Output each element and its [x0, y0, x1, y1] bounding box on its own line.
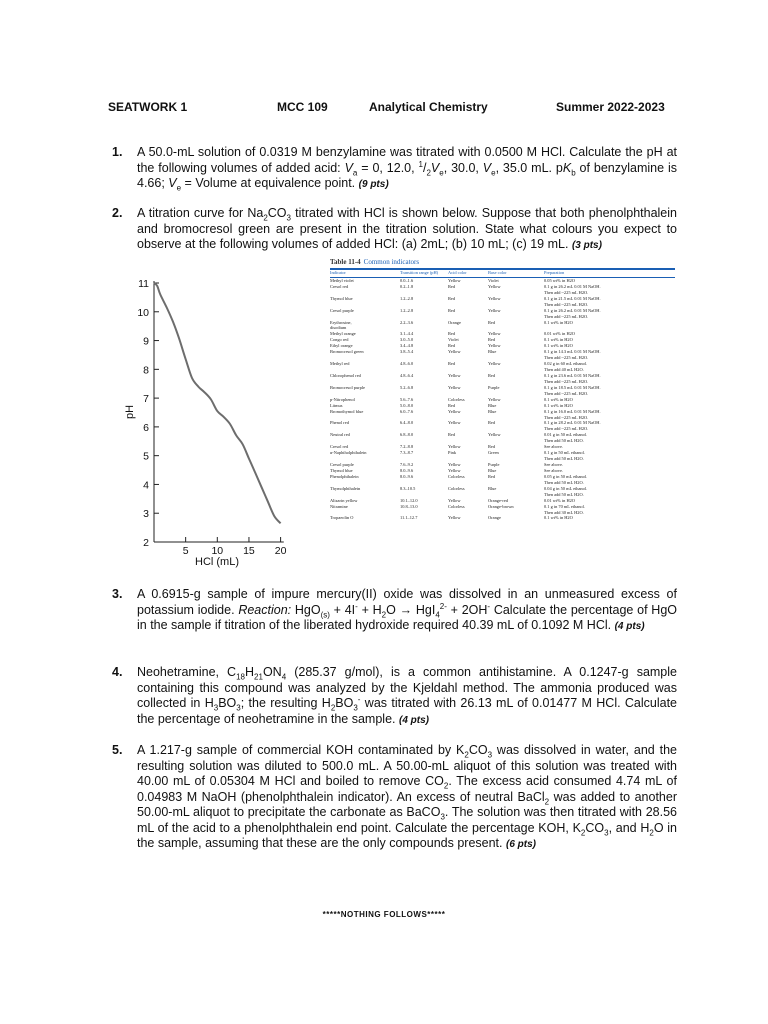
- table-cell: 0.1 g in 23.6 mL 0.01 M NaOH.: [544, 372, 601, 378]
- table-cell: 0.1 g in 26.2 mL 0.01 M NaOH.: [544, 307, 601, 313]
- table-cell: 0.1 wt% in H2O: [544, 396, 573, 402]
- table-cell: Red: [448, 295, 456, 301]
- table-cell: 5.6–7.6: [400, 396, 414, 402]
- table-cell: α-Naphtholphthalein: [330, 450, 367, 456]
- question-number: 1.: [112, 145, 123, 159]
- question-number: 2.: [112, 206, 123, 220]
- y-tick-label: 8: [143, 364, 149, 377]
- table-cell: 6.8–8.0: [400, 432, 414, 438]
- y-tick-label: 5: [143, 450, 149, 463]
- table-cell: Red: [448, 283, 456, 289]
- table-cell: Green: [488, 450, 499, 456]
- table-cell: 0.1 wt% in H2O: [544, 343, 573, 349]
- table-cell: 0.1 wt% in H2O: [544, 402, 573, 408]
- table-cell: Cresol purple: [330, 307, 354, 313]
- table-cell: 2.2–3.6: [400, 319, 414, 325]
- table-cell: Congo red: [330, 337, 349, 343]
- nothing-follows-footer: *****NOTHING FOLLOWS*****: [322, 910, 446, 919]
- table-cell: 8.3–10.5: [400, 485, 416, 491]
- y-tick-label: 6: [143, 421, 149, 434]
- column-header: Base color: [488, 271, 507, 275]
- table-caption: [330, 258, 675, 267]
- table-cell: 3.8–5.4: [400, 349, 414, 355]
- table-cell: Violet: [488, 277, 499, 283]
- table-cell: Yellow: [448, 384, 461, 390]
- seatwork-title: SEATWORK 1: [108, 100, 188, 114]
- table-cell: Red: [488, 319, 496, 325]
- question-5: [112, 743, 677, 868]
- table-cell: 1.2–2.8: [400, 295, 414, 301]
- table-cell: 7.6–9.2: [400, 462, 414, 467]
- x-tick-label: 10: [211, 545, 224, 557]
- question-3: [112, 587, 677, 649]
- question-1: [112, 145, 677, 193]
- table-cell: 0.01 wt% in H2O: [544, 497, 575, 503]
- table-cell: Blue: [488, 402, 497, 408]
- table-cell: 10.1–12.0: [400, 497, 418, 503]
- table-cell: 0.1 g in 21.5 mL 0.01 M NaOH.: [544, 295, 601, 301]
- table-cell: Yellow: [488, 343, 501, 349]
- table-cell: Yellow: [488, 396, 501, 402]
- table-cell: 0.1 wt% in H2O: [544, 515, 573, 521]
- column-header: Transition range (pH): [400, 271, 439, 275]
- points-label: (6 pts): [505, 839, 536, 850]
- points-label: (4 pts): [614, 621, 645, 632]
- table-cell: Then add 50 mL H2O.: [544, 479, 584, 485]
- table-cell: Methyl orange: [330, 331, 356, 337]
- table-cell: Then add ~225 mL H2O.: [544, 378, 589, 384]
- document-header: [108, 100, 672, 116]
- y-tick-label: 10: [137, 306, 149, 319]
- table-cell: Then add ~225 mL H2O.: [544, 414, 589, 420]
- table-cell: 3.0–5.0: [400, 337, 414, 343]
- table-cell: Yellow: [488, 295, 501, 301]
- table-cell: Red: [448, 402, 456, 408]
- table-cell: Yellow: [448, 349, 461, 355]
- table-cell: Red: [488, 444, 496, 450]
- table-cell: Orange-brown: [488, 503, 514, 509]
- table-cell: Colorless: [448, 503, 465, 509]
- table-cell: Yellow: [488, 307, 501, 313]
- question-text: Neohetramine, $C_{18}H_{21}ON_4$ (285.37 g/mol), is a common antihistamine. A 0.1247-g sample containing this compound was analyzed by the Kjeldahl method. The ammonia produced was collected in $H_3BO_3$; the resulting $H_2BO_3^-$ was titrated with 26.13 mL of 0.01477 M HCl. Calculate the percentage of neohetramine in the sample. (4 pts): [137, 665, 677, 726]
- table-cell: 0.1 g in 70 mL ethanol.: [544, 503, 585, 509]
- table-cell: Then add 50 mL H2O.: [544, 456, 584, 462]
- points-label: (3 pts): [571, 240, 602, 251]
- table-cell: 0.1 g in 26.2 mL 0.01 M NaOH.: [544, 283, 601, 289]
- table-cell: Purple: [488, 384, 500, 390]
- table-cell: Yellow: [488, 432, 501, 438]
- table-cell: Then add ~225 mL H2O.: [544, 355, 589, 361]
- table-header-row: [330, 270, 675, 278]
- table-cell: Nitramine: [330, 503, 348, 509]
- table-cell: Pink: [448, 450, 457, 456]
- table-cell: Bromothymol blue: [330, 408, 364, 414]
- table-cell: Yellow: [448, 462, 461, 467]
- table-cell: 5.2–6.8: [400, 384, 414, 390]
- table-cell: Thymolphthalein: [330, 485, 361, 491]
- table-cell: Tropaeolin O: [330, 515, 354, 521]
- table-cell: 0.04 g in 50 mL ethanol.: [544, 485, 588, 491]
- table-cell: Yellow: [448, 277, 461, 283]
- table-cell: 0.1 g in 28.2 mL 0.01 M NaOH.: [544, 420, 601, 426]
- table-cell: Red: [488, 372, 496, 378]
- table-title: Common indicators: [363, 258, 420, 266]
- table-cell: Then add 40 mL H2O.: [544, 367, 584, 372]
- table-cell: Ethyl orange: [330, 343, 353, 349]
- table-cell: Yellow: [448, 467, 461, 473]
- table-cell: 7.2–8.8: [400, 444, 414, 450]
- table-cell: Red: [448, 307, 456, 313]
- table-cell: Cresol red: [330, 283, 349, 289]
- table-cell: 1.2–2.8: [400, 307, 414, 313]
- table-cell: Orange: [488, 515, 501, 521]
- table-cell: Chlorophenol red: [330, 372, 361, 378]
- table-cell: Purple: [488, 462, 500, 467]
- table-cell: 6.4–8.0: [400, 420, 414, 426]
- table-cell: 4.8–6.0: [400, 361, 414, 367]
- table-cell: Yellow: [448, 515, 461, 521]
- indicator-table: [330, 258, 675, 568]
- table-cell: Colorless: [448, 473, 465, 479]
- table-cell: 4.8–6.4: [400, 372, 414, 378]
- table-cell: Blue: [488, 349, 497, 355]
- table-cell: Bromocresol purple: [330, 384, 365, 390]
- question-text: A 0.6915-g sample of impure mercury(II) oxide was dissolved in an unmeasured excess of potassium iodide. Reaction: $HgO_{(s)} + 4I^- + H_2O \to HgI_4^{2-} + 2OH^-$ Calculate the percentage of HgO in the sample if titration of the liberated hydroxide required 40.39 mL of 0.1092 M HCl. (4 pts): [137, 587, 678, 632]
- table-cell: 5.0–8.0: [400, 402, 414, 408]
- table-cell: Erythrosine,: [330, 319, 352, 325]
- x-tick-label: 5: [182, 545, 189, 557]
- table-cell: See above.: [544, 444, 564, 450]
- question-number: 5.: [112, 743, 123, 757]
- table-cell: Then add ~225 mL H2O.: [544, 390, 589, 396]
- table-cell: Then add ~225 mL H2O.: [544, 289, 589, 295]
- y-tick-label: 11: [138, 278, 149, 290]
- points-label: (9 pts): [358, 179, 389, 190]
- table-cell: 0.05 g in 50 mL ethanol.: [544, 473, 588, 479]
- y-tick-label: 7: [143, 393, 149, 406]
- x-tick-label: 15: [243, 545, 255, 557]
- table-cell: Violet: [448, 337, 459, 343]
- table-cell: 8.0–9.6: [400, 473, 414, 479]
- table-cell: Red: [448, 432, 456, 438]
- table-cell: 0.01 wt% in H2O: [544, 331, 575, 337]
- table-cell: 0.1 g in 18.5 mL 0.01 M NaOH.: [544, 384, 601, 390]
- table-cell: Colorless: [448, 485, 465, 491]
- table-cell: Orange-red: [488, 497, 508, 503]
- table-cell: See above.: [544, 467, 564, 473]
- titration-curve-chart: [115, 270, 300, 570]
- table-cell: 10.8–13.0: [400, 503, 418, 509]
- table-cell: Yellow: [488, 331, 501, 337]
- table-cell: Yellow: [448, 372, 461, 378]
- table-cell: Blue: [488, 467, 497, 473]
- question-text-wrap: A titration curve for $Na_2CO_3$ titrated with HCl is shown below. Suppose that both phenolphthalein and bromocresol green are present in the titration solution. State what colours you expect to observe at the following volumes of added HCl: (a) 2mL; (b) 10 mL; (c) 19 mL. (3 pts): [137, 206, 677, 251]
- table-cell: 8.0–9.6: [400, 467, 414, 473]
- table-cell: 3.4–4.8: [400, 343, 414, 349]
- table-cell: 0.2–1.8: [400, 283, 414, 289]
- table-cell: Yellow: [488, 283, 501, 289]
- table-cell: Orange: [448, 319, 461, 325]
- table-cell: 0.1 wt% in H2O: [544, 337, 573, 343]
- table-cell: Yellow: [448, 420, 461, 426]
- subject-name: Analytical Chemistry: [369, 100, 488, 114]
- table-cell: Red: [448, 361, 456, 367]
- question-text: A 50.0-mL solution of 0.0319 M benzylamine was titrated with 0.0500 M HCl. Calculate the pH at the following volumes of added acid: $V_a = 0$, 12.0, $^1/_2V_e$, 30.0, $V_e$, 35.0 mL. $pK_b$ of benzylamine is 4.66; $V_e$ = Volume at equivalence point. (9 pts): [137, 145, 677, 193]
- x-tick-label: 20: [274, 545, 287, 557]
- term-label: Summer 2022-2023: [556, 100, 665, 114]
- titration-curve-line: [154, 283, 281, 523]
- table-cell: 0.1 g in 50 mL ethanol.: [544, 450, 585, 456]
- table-cell: disodium: [330, 325, 347, 331]
- table-cell: Methyl red: [330, 361, 350, 367]
- table-cell: Then add ~225 mL H2O.: [544, 313, 589, 319]
- table-cell: 0.1 g in 14.3 mL 0.01 M NaOH.: [544, 349, 601, 355]
- table-cell: Blue: [488, 485, 497, 491]
- table-grid: [330, 270, 675, 521]
- table-cell: Phenolphthalein: [330, 473, 359, 479]
- y-tick-label: 4: [143, 479, 149, 492]
- question-number: 4.: [112, 665, 123, 679]
- y-tick-label: 2: [143, 537, 149, 549]
- table-cell: Yellow: [448, 444, 461, 450]
- table-cell: 0.1 wt% in H2O: [544, 319, 573, 325]
- table-cell: Then add 50 mL H2O.: [544, 438, 584, 444]
- table-cell: Colorless: [448, 396, 465, 402]
- question-number: 3.: [112, 587, 123, 601]
- table-cell: Cresol red: [330, 444, 349, 450]
- table-cell: Methyl violet: [330, 277, 354, 283]
- table-cell: Thymol blue: [330, 467, 353, 473]
- question-4: [112, 665, 677, 727]
- table-cell: p-Nitrophenol: [330, 396, 355, 402]
- table-cell: 7.3–8.7: [400, 450, 414, 456]
- y-tick-label: 3: [143, 508, 149, 521]
- table-cell: Red: [488, 473, 496, 479]
- table-cell: Red: [488, 420, 496, 426]
- table-cell: 0.01 g in 50 mL ethanol.: [544, 432, 588, 438]
- table-cell: Red: [448, 331, 456, 337]
- column-header: Preparation: [544, 271, 565, 275]
- table-cell: 0.1 g in 16.0 mL 0.01 M NaOH.: [544, 408, 601, 414]
- x-axis-label: HCl (mL): [195, 556, 239, 568]
- table-cell: 0.0–1.6: [400, 277, 414, 283]
- table-cell: 0.05 wt% in H2O: [544, 277, 575, 283]
- y-axis-label: pH: [124, 404, 136, 420]
- table-cell: Alizarin yellow: [330, 497, 358, 503]
- y-tick-label: 9: [143, 335, 149, 348]
- table-cell: Then add 30 mL H2O.: [544, 509, 584, 515]
- table-cell: Then add ~225 mL H2O.: [544, 301, 589, 307]
- table-cell: 6.0–7.6: [400, 408, 414, 414]
- table-cell: Cresol purple: [330, 462, 354, 467]
- table-cell: Yellow: [488, 361, 501, 367]
- table-cell: Thymol blue: [330, 295, 353, 301]
- table-cell: 11.1–12.7: [400, 515, 418, 521]
- table-cell: 0.02 g in 60 mL ethanol.: [544, 361, 588, 367]
- table-cell: Yellow: [448, 497, 461, 503]
- table-cell: Yellow: [448, 408, 461, 414]
- table-cell: Phenol red: [330, 420, 349, 426]
- table-cell: Neutral red: [330, 432, 350, 438]
- question-text: A 1.217-g sample of commercial KOH contaminated by $K_2CO_3$ was dissolved in water, and the resulting solution was diluted to 500.0 mL. A 50.00-mL aliquot of this solution was treated with 40.00 mL of 0.05304 M HCl and boiled to remove $CO_2$. The excess acid consumed 4.74 mL of 0.04983 M NaOH (phenolphthalein indicator). An excess of neutral BaCl$_2$ was added to another 50.00-mL aliquot to precipitate the carbonate as BaCO$_3$. The solution was then titrated with 28.56 mL of the acid to a phenolphthalein end point. Calculate the percentage KOH, $K_2CO_3$, and $H_2O$ in the sample, assuming that these are the only compounds present. (6 pts): [137, 743, 677, 850]
- table-cell: 3.1–4.4: [400, 331, 414, 337]
- table-cell: Litmus: [330, 402, 343, 408]
- table-cell: Then add ~225 mL H2O.: [544, 426, 589, 432]
- table-cell: Bromocresol green: [330, 349, 364, 355]
- column-header: Indicator: [330, 271, 346, 275]
- points-label: (4 pts): [399, 714, 429, 726]
- column-header: Acid color: [448, 271, 467, 275]
- table-cell: Red: [448, 343, 456, 349]
- table-cell: See above.: [544, 462, 564, 467]
- table-cell: Blue: [488, 408, 497, 414]
- course-code: MCC 109: [277, 100, 328, 114]
- table-cell: Then add 50 mL H2O.: [544, 491, 584, 497]
- table-row: [330, 515, 675, 521]
- table-cell: Red: [488, 337, 496, 343]
- table-number: Table 11-4: [330, 258, 361, 266]
